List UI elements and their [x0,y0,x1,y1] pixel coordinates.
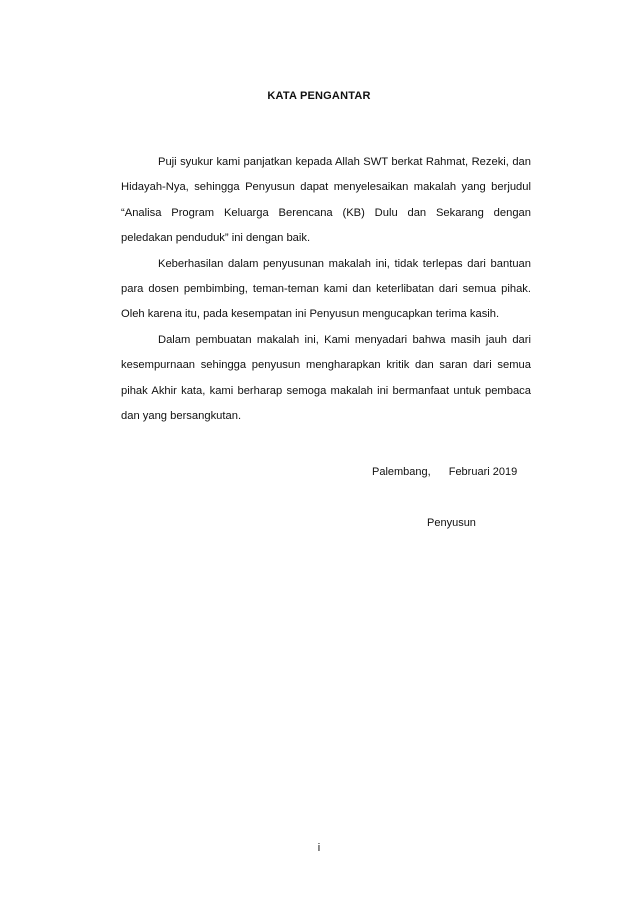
paragraph-2: Keberhasilan dalam penyusunan makalah ini, tidak terlepas dari bantuan para dosen pembimbing, teman-teman kami dan keterlibatan dari semua pihak. Oleh karena itu, pada kesempatan ini Penyusun mengucapkan terima kasih. [121,257,531,321]
page-number: i [317,842,321,854]
page-title: KATA PENGANTAR [267,90,371,102]
paragraph-1: Puji syukur kami panjatkan kepada Allah SWT berkat Rahmat, Rezeki, dan Hidayah-Nya, sehingga Penyusun dapat menyelesaikan makalah yang berjudul “Analisa Program Keluarga Berencana (KB) Dulu dan Sekarang dengan peledakan penduduk” ini dengan baik. [121,156,531,245]
closing-place: Palembang, [372,466,431,478]
closing-date: Februari 2019 [448,466,518,478]
author-signature: Penyusun [427,517,476,529]
closing-line [372,466,517,478]
paragraph-3: Dalam pembuatan makalah ini, Kami menyadari bahwa masih jauh dari kesempurnaan sehingga penyusun mengharapkan kritik dan saran dari semua pihak Akhir kata, kami berharap semoga makalah ini bermanfaat untuk pembaca dan yang bersangkutan. [121,333,531,423]
body-text [121,150,531,429]
